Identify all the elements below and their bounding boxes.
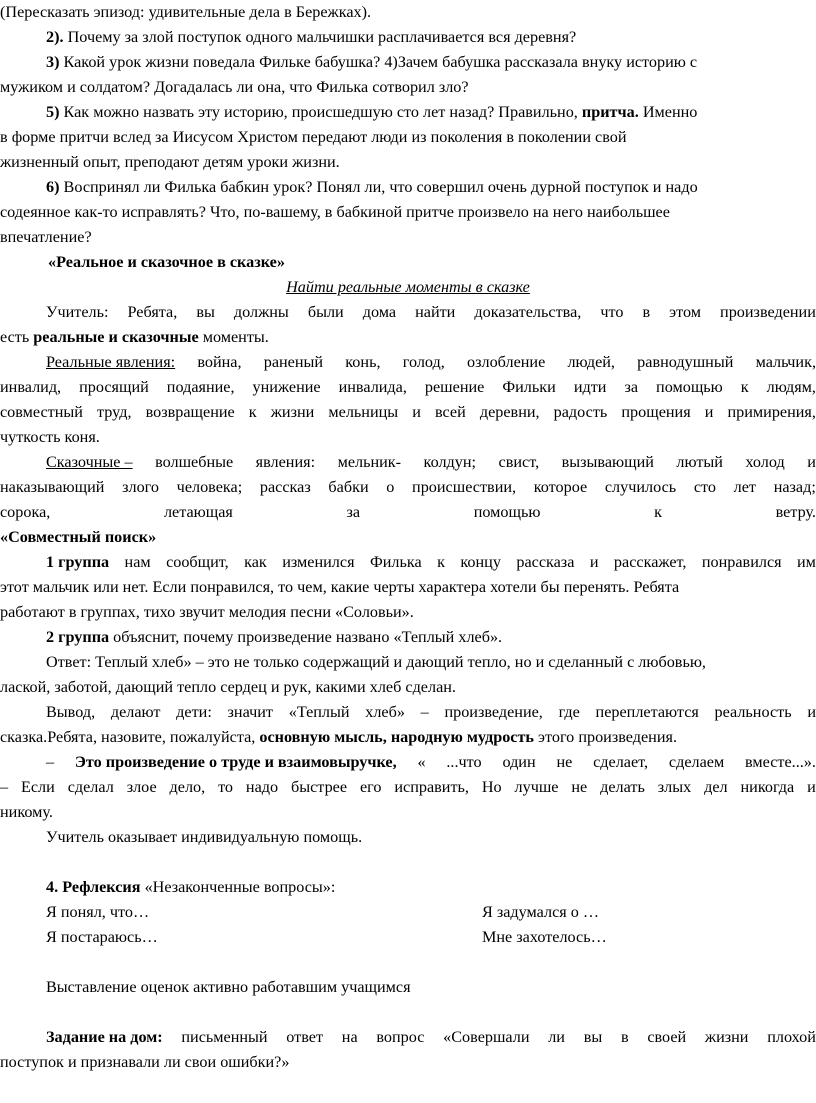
question-2: 2). Почему за злой поступок одного мальчишки расплачивается вся деревня?: [46, 28, 577, 46]
main-idea-line: – Это произведение о труде и взаимовыручке, « ...что один не сделает, сделаем вместе...».: [46, 753, 816, 771]
reflection-row-2: Я постараюсь…: [46, 928, 158, 946]
paragraph-line: сорока, летающая за помощью к ветру.: [0, 503, 816, 521]
fairy-phenomena-line: Сказочные – волшебные явления: мельник- колдун; свист, вызывающий лютый холод и: [46, 453, 816, 471]
homework-line: Задание на дом: письменный ответ на вопрос «Совершали ли вы в своей жизни плохой: [46, 1028, 816, 1046]
paragraph-line: содеянное как-то исправлять? Что, по-вашему, в бабкиной притче произвело на него наибольшее: [0, 203, 670, 221]
question-3: 3) Какой урок жизни поведала Фильке бабушка? 4)Зачем бабушка рассказала внуку историю с: [46, 53, 698, 71]
paragraph-line: этот мальчик или нет. Если понравился, то чем, какие черты характера хотели бы перенять. Ребята: [0, 578, 680, 596]
teacher-line: Учитель: Ребята, вы должны были дома найти доказательства, что в этом произведении: [46, 303, 816, 321]
paragraph-line: впечатление?: [0, 228, 92, 246]
question-5: 5) Как можно назвать эту историю, происшедшую сто лет назад? Правильно, притча. Именно: [46, 103, 698, 121]
paragraph-line: в форме притчи вслед за Иисусом Христом передают люди из поколения в поколении свой: [0, 128, 627, 146]
reflection-heading: 4. Рефлексия «Незаконченные вопросы»:: [46, 878, 336, 896]
paragraph-line: совместный труд, возвращение к жизни мельницы и всей деревни, радость прощения и примирения,: [0, 403, 816, 421]
paragraph-line: (Пересказать эпизод: удивительные дела в Бережках).: [0, 3, 372, 21]
question-6: 6) Воспринял ли Филька бабкин урок? Понял ли, что совершил очень дурной поступок и надо: [46, 178, 698, 196]
paragraph-line: лаской, заботой, дающий тепло сердец и рук, какими хлеб сделан.: [0, 678, 456, 696]
subheading-find-real: Найти реальные моменты в сказке: [286, 278, 530, 296]
paragraph-line: наказывающий злого человека; рассказ бабки о происшествии, которое случилось сто лет назад;: [0, 478, 816, 496]
paragraph-line: инвалид, просящий подаяние, унижение инвалида, решение Фильки идти за помощью к людям,: [0, 378, 816, 396]
paragraph-line: работают в группах, тихо звучит мелодия песни «Соловьи».: [0, 603, 414, 621]
conclusion-line: Вывод, делают дети: значит «Теплый хлеб» – произведение, где переплетаются реальность и: [46, 703, 816, 721]
reflection-row-1: Я понял, что…: [46, 903, 150, 921]
paragraph-line: поступок и признавали ли свои ошибки?»: [0, 1053, 290, 1071]
paragraph-line: мужиком и солдатом? Догадалась ли она, что Филька сотворил зло?: [0, 78, 469, 96]
paragraph-line: есть реальные и сказочные моменты.: [0, 328, 269, 346]
paragraph-line: жизненный опыт, преподают детям уроки жизни.: [0, 153, 340, 171]
paragraph-line: сказка.Ребята, назовите, пожалуйста, основную мысль, народную мудрость этого произведения.: [0, 728, 677, 746]
paragraph-line: – Если сделал злое дело, то надо быстрее его исправить, Но лучше не делать злых дел никогда и: [0, 778, 816, 796]
real-phenomena-line: Реальные явления: война, раненый конь, голод, озлобление людей, равнодушный мальчик,: [46, 353, 816, 371]
group-1-line: 1 группа нам сообщит, как изменился Филька к концу рассказа и расскажет, понравился им: [46, 553, 816, 571]
heading-joint-search: «Совместный поиск»: [0, 528, 157, 546]
grades-line: Выставление оценок активно работавшим учащимся: [46, 978, 411, 996]
group-2-line: 2 группа объяснит, почему произведение названо «Теплый хлеб».: [46, 628, 503, 646]
paragraph-line: чуткость коня.: [0, 428, 100, 446]
heading-real-and-fairy: «Реальное и сказочное в сказке»: [48, 253, 285, 271]
paragraph-line: никому.: [0, 803, 53, 821]
answer-line: Ответ: Теплый хлеб» – это не только содержащий и дающий тепло, но и сделанный с любовью,: [46, 653, 706, 671]
teacher-help-line: Учитель оказывает индивидуальную помощь.: [46, 828, 363, 846]
